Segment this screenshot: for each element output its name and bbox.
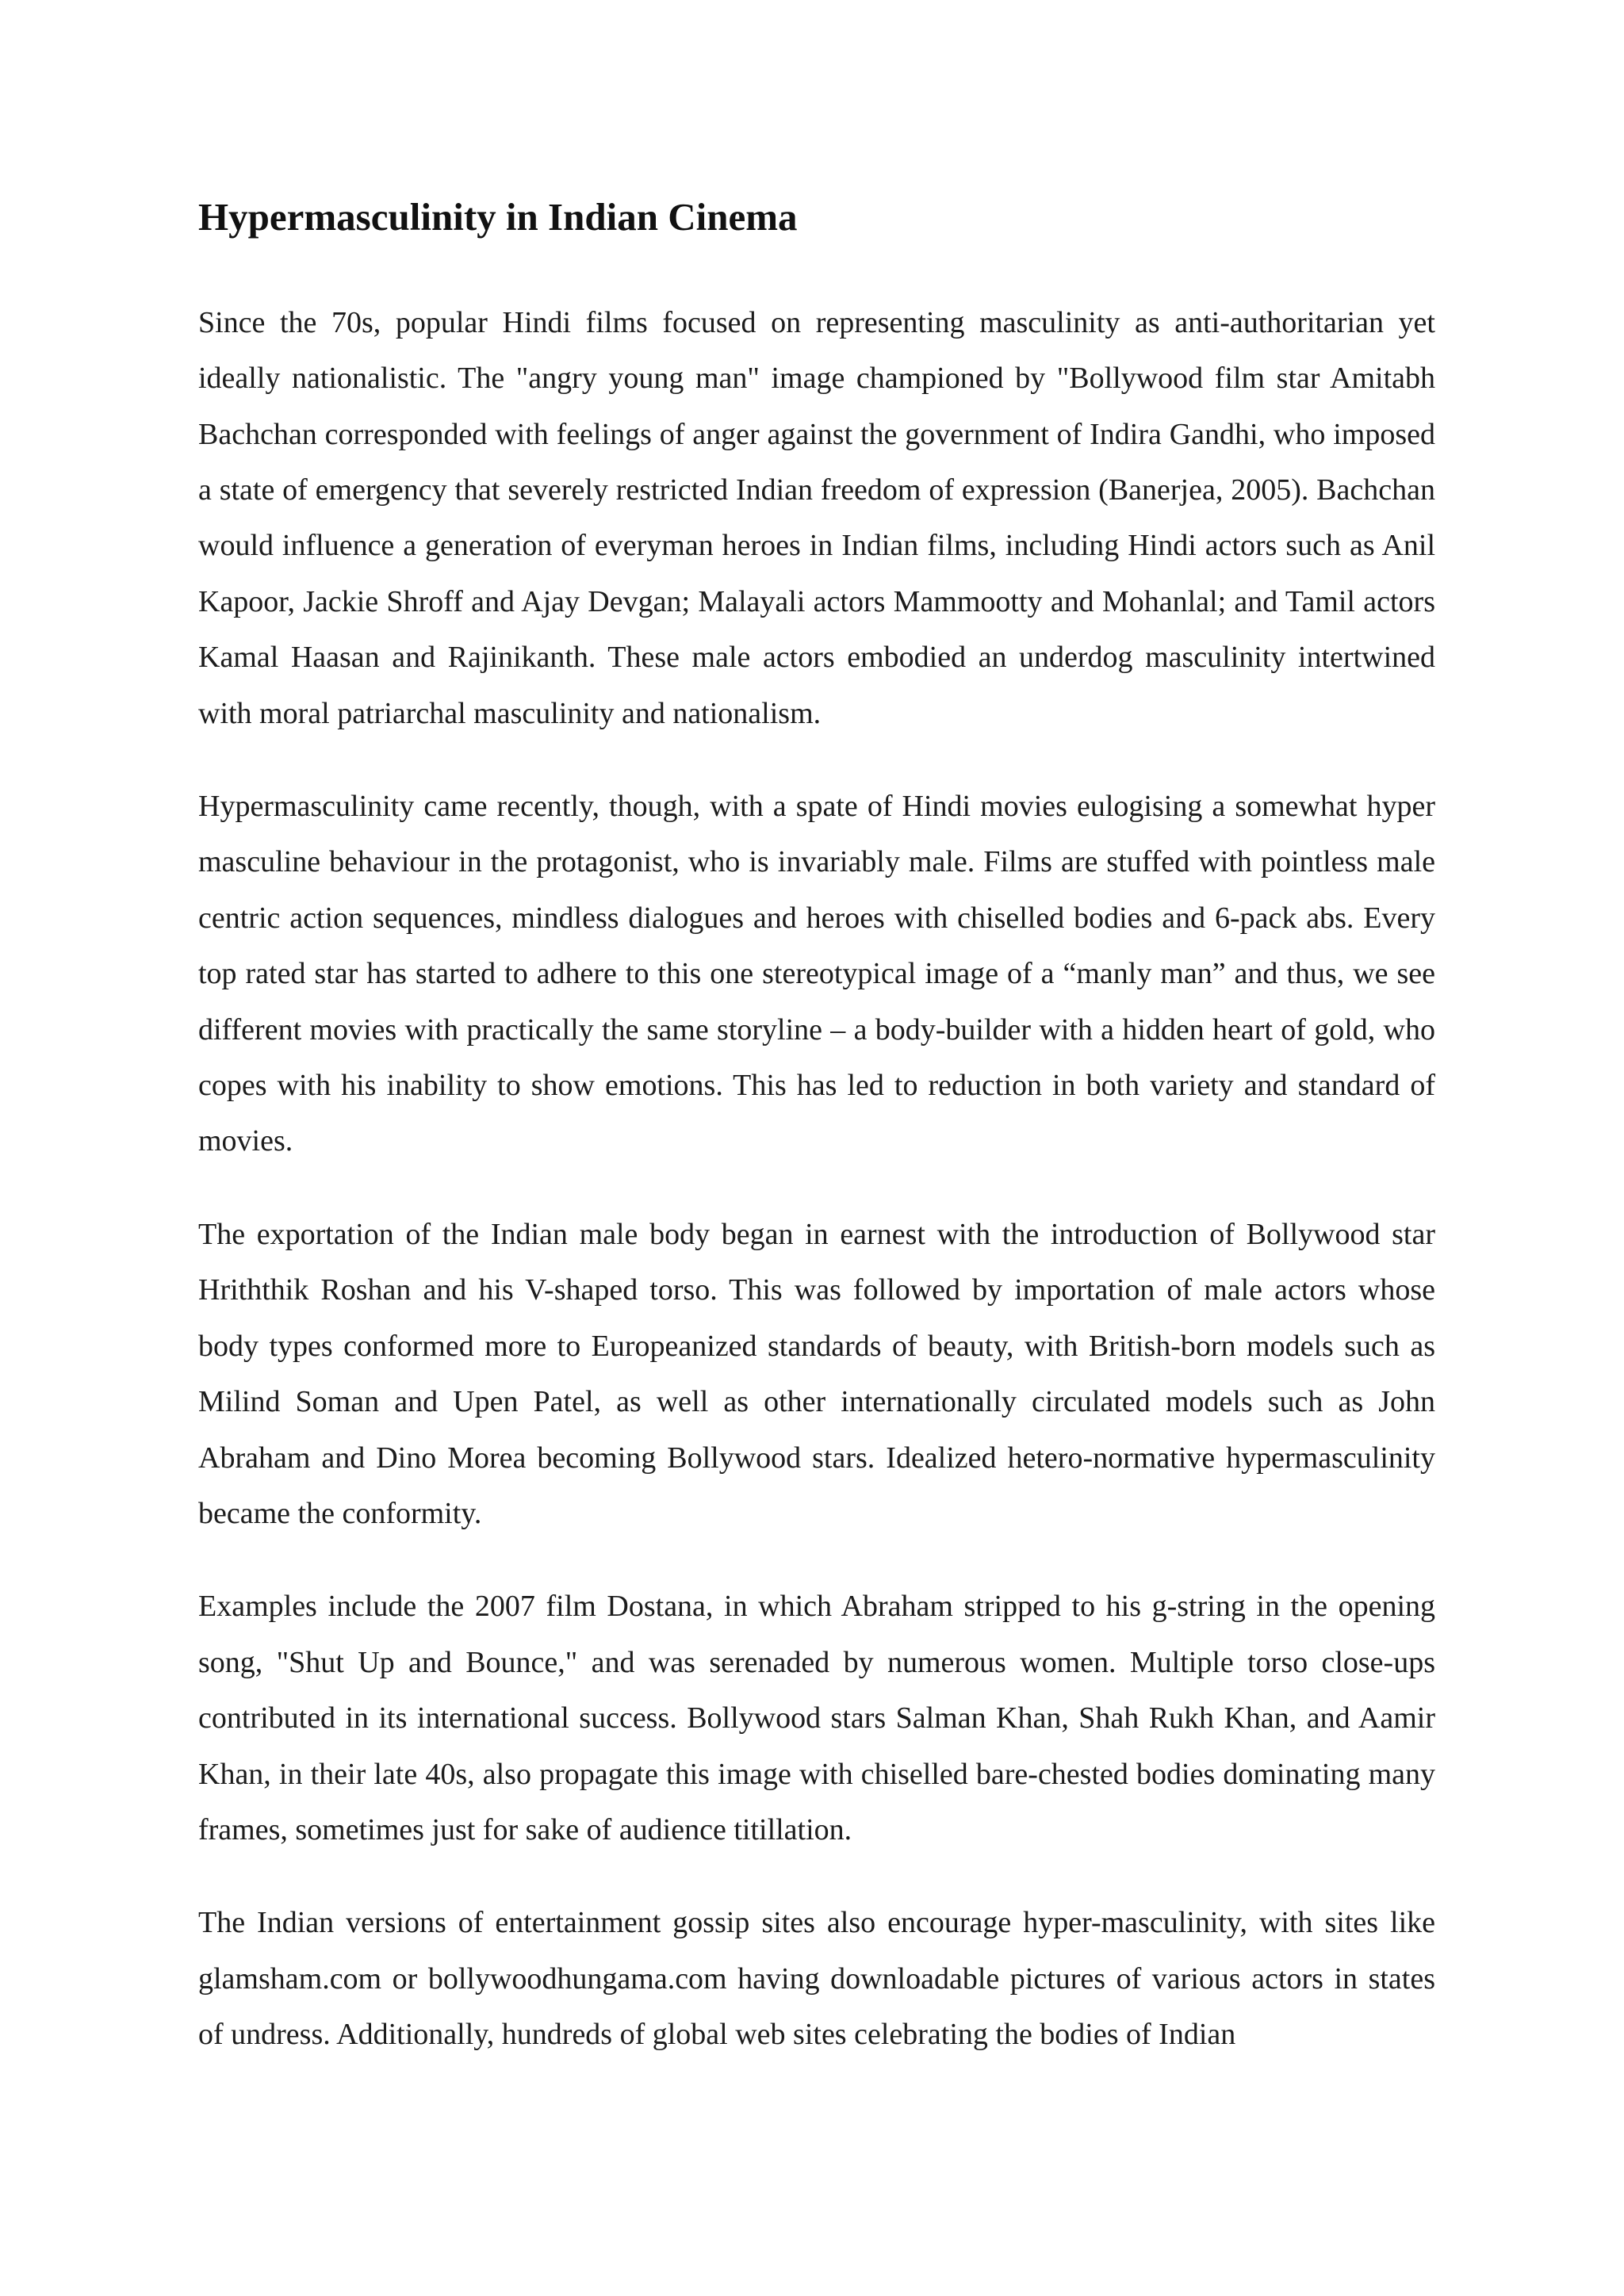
paragraph-2: Hypermasculinity came recently, though, with a spate of Hindi movies eulogising a somewhat hyper masculine behaviour in the protagonist, who is invariably male. Films are stuffed with pointless male centric action sequences, mindless dialogues and heroes with chiselled bodies and 6-pack abs. Every top rated star has started to adhere to this one stereotypical image of a “manly man” and thus, we see different movies with practically the same storyline – a body-builder with a hidden heart of gold, who copes with his inability to show emotions. This has led to reduction in both variety and standard of movies. xyxy=(198,790,1435,1158)
document-title: Hypermasculinity in Indian Cinema xyxy=(198,195,798,239)
document-body xyxy=(198,194,1435,2100)
paragraph-3: The exportation of the Indian male body began in earnest with the introduction of Bollywood star Hriththik Roshan and his V-shaped torso. This was followed by importation of male actors whose body types conformed more to Europeanized standards of beauty, with British-born models such as Milind Soman and Upen Patel, as well as other internationally circulated models such as John Abraham and Dino Morea becoming Bollywood stars. Idealized hetero-normative hypermasculinity became the conformity. xyxy=(198,1217,1435,1530)
paragraph-1: Since the 70s, popular Hindi films focused on representing masculinity as anti-authoritarian yet ideally nationalistic. The "angry young man" image championed by "Bollywood film star Amitabh Bachchan corresponded with feelings of anger against the government of Indira Gandhi, who imposed a state of emergency that severely restricted Indian freedom of expression (Banerjea, 2005). Bachchan would influence a generation of everyman heroes in Indian films, including Hindi actors such as Anil Kapoor, Jackie Shroff and Ajay Devgan; Malayali actors Mammootty and Mohanlal; and Tamil actors Kamal Haasan and Rajinikanth. These male actors embodied an underdog masculinity intertwined with moral patriarchal masculinity and nationalism. xyxy=(198,305,1435,730)
paragraph-4: Examples include the 2007 film Dostana, in which Abraham stripped to his g-string in the opening song, "Shut Up and Bounce," and was serenaded by numerous women. Multiple torso close-ups contributed in its international success. Bollywood stars Salman Khan, Shah Rukh Khan, and Aamir Khan, in their late 40s, also propagate this image with chiselled bare-chested bodies dominating many frames, sometimes just for sake of audience titillation. xyxy=(198,1590,1435,1846)
paragraph-5: The Indian versions of entertainment gossip sites also encourage hyper-masculinity, with sites like glamsham.com or bollywoodhungama.com having downloadable pictures of various actors in states of undress. Additionally, hundreds of global web sites celebrating the bodies of Indian xyxy=(198,1906,1435,2052)
